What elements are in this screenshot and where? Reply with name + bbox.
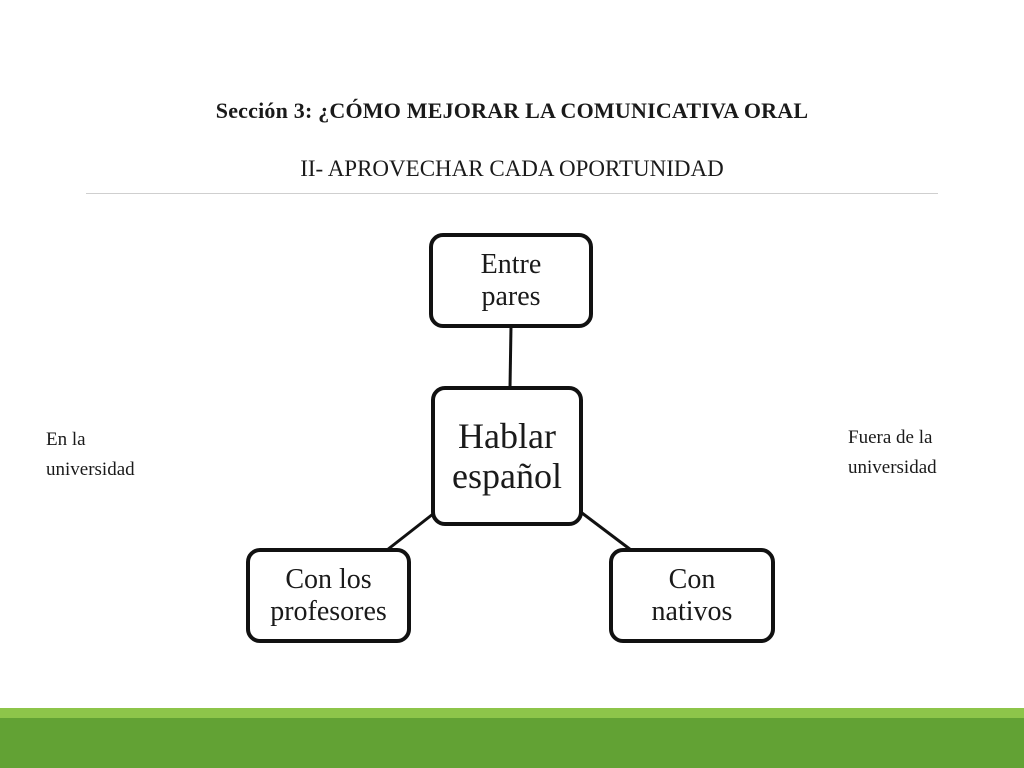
connector-center-top (510, 326, 511, 388)
node-hablar-espanol-label: Hablar español (452, 416, 562, 496)
slide-subtitle: II- APROVECHAR CADA OPORTUNIDAD (300, 156, 724, 181)
connector-center-right (582, 513, 631, 550)
connector-center-left (387, 514, 433, 550)
side-note-right-text: Fuera de la universidad (848, 427, 937, 478)
node-entre-pares (429, 233, 593, 328)
node-entre-pares-label: Entre pares (480, 248, 542, 312)
footer-bar-light (0, 708, 1024, 718)
slide-title: Sección 3: ¿CÓMO MEJORAR LA COMUNICATIVA ORAL (215, 98, 809, 123)
node-con-los-profesores (246, 548, 411, 643)
node-hablar-espanol (431, 386, 583, 526)
node-con-nativos (609, 548, 775, 643)
node-con-nativos-label: Con nativos (651, 563, 733, 627)
side-note-left-text: En la universidad (46, 429, 135, 480)
node-con-los-profesores-label: Con los profesores (270, 563, 387, 627)
footer-bar-dark (0, 718, 1024, 768)
